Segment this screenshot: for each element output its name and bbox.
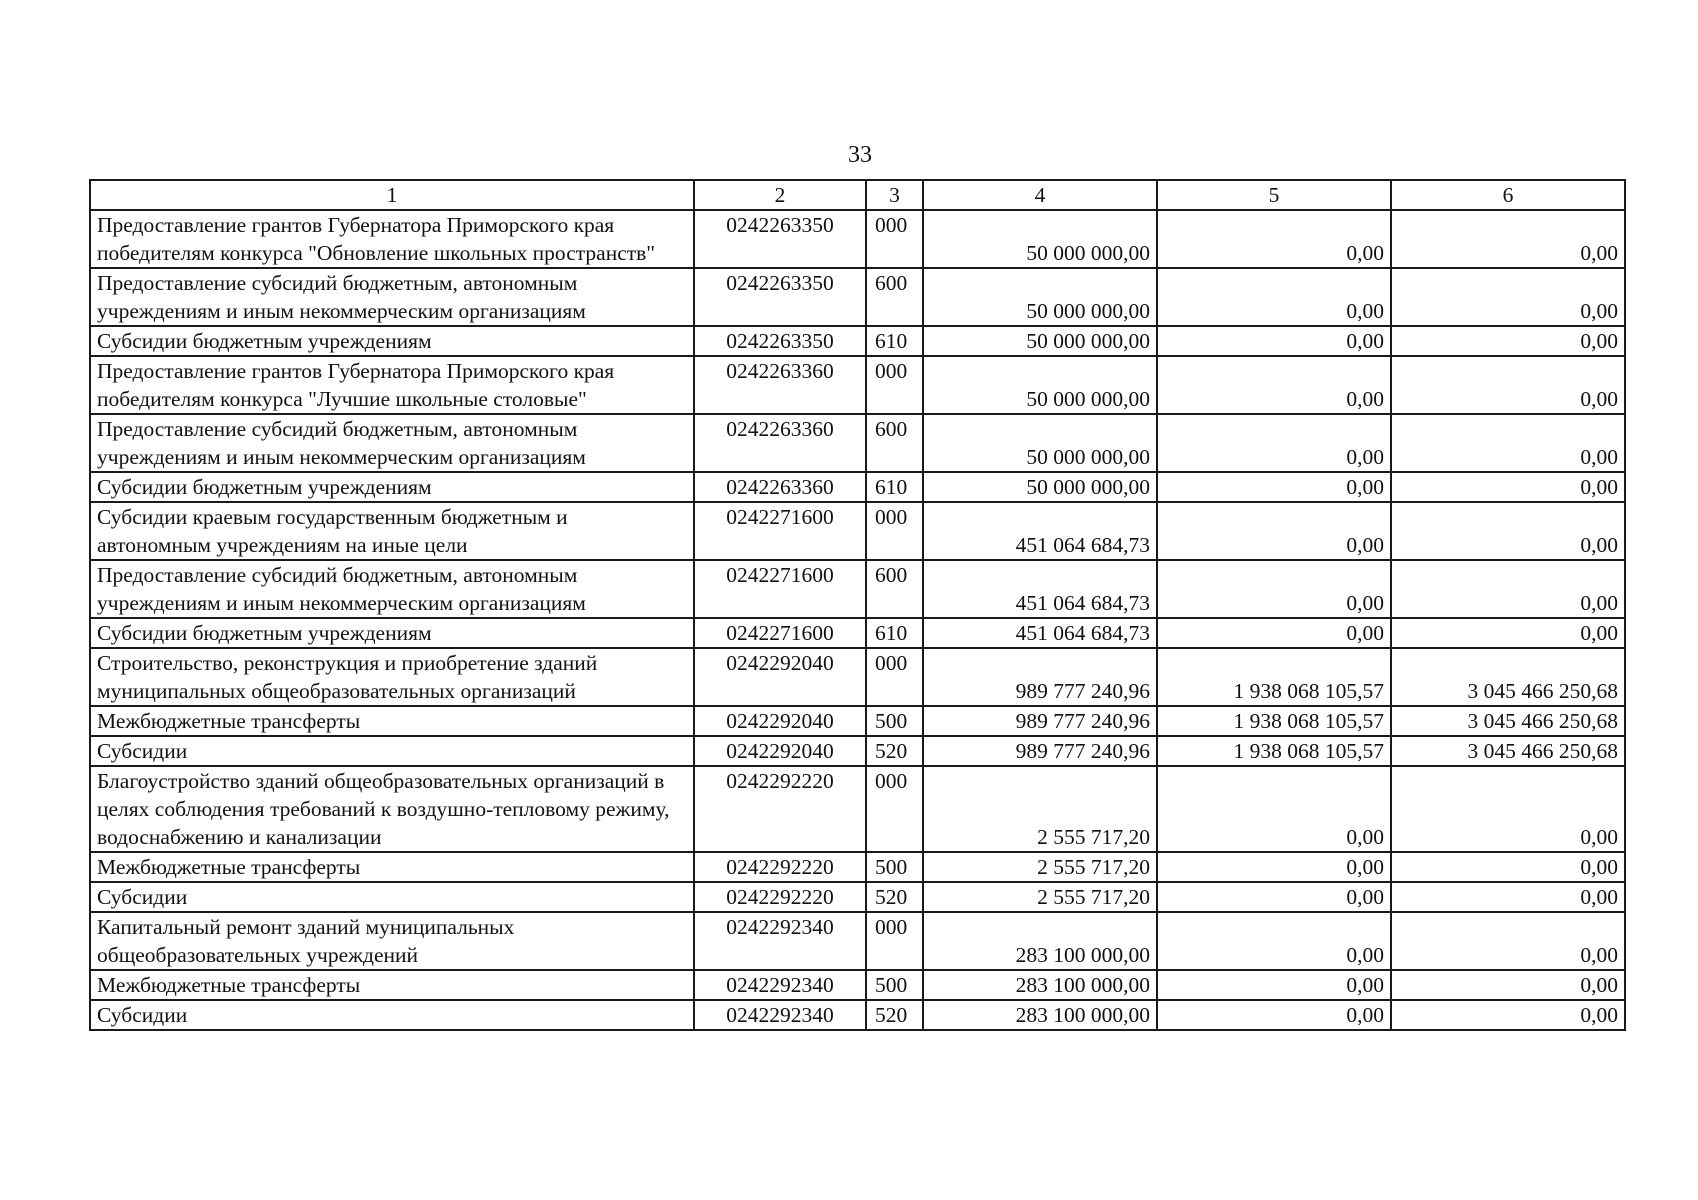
amount-col-6: 0,00 — [1391, 472, 1625, 502]
table-row — [90, 502, 1625, 560]
target-code: 0242271600 — [694, 618, 866, 648]
item-name: Благоустройство зданий общеобразовательных организаций в целях соблюдения требований к воздушно-тепловому режиму, водоснабжению и канализации — [90, 766, 694, 852]
target-code: 0242292220 — [694, 852, 866, 882]
amount-col-4: 2 555 717,20 — [923, 852, 1157, 882]
item-name: Субсидии — [90, 736, 694, 766]
expense-type-code: 600 — [866, 268, 923, 326]
amount-col-4: 451 064 684,73 — [923, 618, 1157, 648]
item-name: Предоставление субсидий бюджетным, автономным учреждениям и иным некоммерческим организациям — [90, 414, 694, 472]
item-name: Предоставление субсидий бюджетным, автономным учреждениям и иным некоммерческим организациям — [90, 560, 694, 618]
amount-col-5: 0,00 — [1157, 912, 1391, 970]
amount-col-5: 0,00 — [1157, 502, 1391, 560]
amount-col-6: 0,00 — [1391, 356, 1625, 414]
table-row — [90, 472, 1625, 502]
target-code: 0242292040 — [694, 706, 866, 736]
amount-col-5: 1 938 068 105,57 — [1157, 736, 1391, 766]
amount-col-5: 0,00 — [1157, 852, 1391, 882]
amount-col-5: 0,00 — [1157, 882, 1391, 912]
amount-col-6: 0,00 — [1391, 326, 1625, 356]
table-row — [90, 560, 1625, 618]
amount-col-6: 0,00 — [1391, 560, 1625, 618]
amount-col-6: 0,00 — [1391, 210, 1625, 268]
amount-col-5: 1 938 068 105,57 — [1157, 648, 1391, 706]
target-code: 0242292220 — [694, 882, 866, 912]
amount-col-4: 989 777 240,96 — [923, 736, 1157, 766]
amount-col-4: 283 100 000,00 — [923, 970, 1157, 1000]
table-row — [90, 912, 1625, 970]
target-code: 0242263350 — [694, 268, 866, 326]
item-name: Межбюджетные трансферты — [90, 852, 694, 882]
amount-col-6: 0,00 — [1391, 618, 1625, 648]
amount-col-6: 0,00 — [1391, 970, 1625, 1000]
amount-col-4: 2 555 717,20 — [923, 766, 1157, 852]
table-row — [90, 766, 1625, 852]
amount-col-6: 0,00 — [1391, 268, 1625, 326]
budget-table — [89, 179, 1626, 1031]
table-row — [90, 356, 1625, 414]
expense-type-code: 520 — [866, 736, 923, 766]
item-name: Предоставление грантов Губернатора Приморского края победителям конкурса "Обновление школьных пространств" — [90, 210, 694, 268]
amount-col-5: 0,00 — [1157, 560, 1391, 618]
table-row — [90, 210, 1625, 268]
table-row — [90, 736, 1625, 766]
amount-col-5: 0,00 — [1157, 472, 1391, 502]
target-code: 0242271600 — [694, 560, 866, 618]
table-row — [90, 1000, 1625, 1030]
item-name: Субсидии — [90, 882, 694, 912]
table-row — [90, 852, 1625, 882]
table-header — [90, 180, 1625, 210]
target-code: 0242263350 — [694, 210, 866, 268]
expense-type-code: 000 — [866, 356, 923, 414]
amount-col-6: 3 045 466 250,68 — [1391, 648, 1625, 706]
expense-type-code: 610 — [866, 472, 923, 502]
expense-type-code: 000 — [866, 648, 923, 706]
target-code: 0242292220 — [694, 766, 866, 852]
amount-col-4: 451 064 684,73 — [923, 560, 1157, 618]
column-header: 2 — [694, 180, 866, 210]
amount-col-4: 2 555 717,20 — [923, 882, 1157, 912]
target-code: 0242263360 — [694, 414, 866, 472]
expense-type-code: 500 — [866, 970, 923, 1000]
expense-type-code: 000 — [866, 502, 923, 560]
table-row — [90, 618, 1625, 648]
column-header: 5 — [1157, 180, 1391, 210]
target-code: 0242292040 — [694, 736, 866, 766]
amount-col-6: 3 045 466 250,68 — [1391, 736, 1625, 766]
item-name: Предоставление грантов Губернатора Приморского края победителям конкурса "Лучшие школьные столовые" — [90, 356, 694, 414]
item-name: Межбюджетные трансферты — [90, 970, 694, 1000]
column-header: 6 — [1391, 180, 1625, 210]
table-row — [90, 326, 1625, 356]
amount-col-4: 50 000 000,00 — [923, 268, 1157, 326]
amount-col-5: 0,00 — [1157, 268, 1391, 326]
target-code: 0242292340 — [694, 970, 866, 1000]
target-code: 0242263360 — [694, 472, 866, 502]
expense-type-code: 520 — [866, 1000, 923, 1030]
amount-col-6: 3 045 466 250,68 — [1391, 706, 1625, 736]
amount-col-5: 0,00 — [1157, 970, 1391, 1000]
amount-col-4: 989 777 240,96 — [923, 648, 1157, 706]
expense-type-code: 500 — [866, 706, 923, 736]
expense-type-code: 520 — [866, 882, 923, 912]
table-row — [90, 268, 1625, 326]
amount-col-4: 50 000 000,00 — [923, 414, 1157, 472]
amount-col-6: 0,00 — [1391, 414, 1625, 472]
target-code: 0242292340 — [694, 1000, 866, 1030]
expense-type-code: 610 — [866, 326, 923, 356]
amount-col-5: 0,00 — [1157, 1000, 1391, 1030]
amount-col-5: 0,00 — [1157, 414, 1391, 472]
expense-type-code: 600 — [866, 414, 923, 472]
item-name: Субсидии бюджетным учреждениям — [90, 326, 694, 356]
expense-type-code: 000 — [866, 210, 923, 268]
amount-col-4: 50 000 000,00 — [923, 210, 1157, 268]
expense-type-code: 600 — [866, 560, 923, 618]
amount-col-5: 1 938 068 105,57 — [1157, 706, 1391, 736]
expense-type-code: 610 — [866, 618, 923, 648]
target-code: 0242263350 — [694, 326, 866, 356]
amount-col-4: 50 000 000,00 — [923, 326, 1157, 356]
target-code: 0242292040 — [694, 648, 866, 706]
amount-col-5: 0,00 — [1157, 210, 1391, 268]
table-row — [90, 648, 1625, 706]
expense-type-code: 000 — [866, 766, 923, 852]
amount-col-6: 0,00 — [1391, 882, 1625, 912]
page-number: 33 — [848, 142, 872, 168]
amount-col-4: 283 100 000,00 — [923, 912, 1157, 970]
item-name: Межбюджетные трансферты — [90, 706, 694, 736]
expense-type-code: 500 — [866, 852, 923, 882]
amount-col-5: 0,00 — [1157, 766, 1391, 852]
amount-col-6: 0,00 — [1391, 912, 1625, 970]
column-header: 1 — [90, 180, 694, 210]
header-row — [90, 180, 1625, 210]
table-row — [90, 706, 1625, 736]
amount-col-4: 989 777 240,96 — [923, 706, 1157, 736]
item-name: Субсидии бюджетным учреждениям — [90, 618, 694, 648]
amount-col-4: 283 100 000,00 — [923, 1000, 1157, 1030]
target-code: 0242263360 — [694, 356, 866, 414]
amount-col-6: 0,00 — [1391, 1000, 1625, 1030]
target-code: 0242292340 — [694, 912, 866, 970]
amount-col-4: 451 064 684,73 — [923, 502, 1157, 560]
table-row — [90, 882, 1625, 912]
amount-col-5: 0,00 — [1157, 356, 1391, 414]
table-row — [90, 414, 1625, 472]
expense-type-code: 000 — [866, 912, 923, 970]
amount-col-6: 0,00 — [1391, 502, 1625, 560]
amount-col-5: 0,00 — [1157, 326, 1391, 356]
item-name: Субсидии бюджетным учреждениям — [90, 472, 694, 502]
amount-col-4: 50 000 000,00 — [923, 472, 1157, 502]
table-row — [90, 970, 1625, 1000]
item-name: Капитальный ремонт зданий муниципальных общеобразовательных учреждений — [90, 912, 694, 970]
amount-col-4: 50 000 000,00 — [923, 356, 1157, 414]
item-name: Строительство, реконструкция и приобретение зданий муниципальных общеобразовательных организаций — [90, 648, 694, 706]
item-name: Субсидии — [90, 1000, 694, 1030]
amount-col-6: 0,00 — [1391, 852, 1625, 882]
item-name: Субсидии краевым государственным бюджетным и автономным учреждениям на иные цели — [90, 502, 694, 560]
amount-col-5: 0,00 — [1157, 618, 1391, 648]
amount-col-6: 0,00 — [1391, 766, 1625, 852]
item-name: Предоставление субсидий бюджетным, автономным учреждениям и иным некоммерческим организациям — [90, 268, 694, 326]
table-body — [90, 210, 1625, 1030]
column-header: 3 — [866, 180, 923, 210]
column-header: 4 — [923, 180, 1157, 210]
target-code: 0242271600 — [694, 502, 866, 560]
